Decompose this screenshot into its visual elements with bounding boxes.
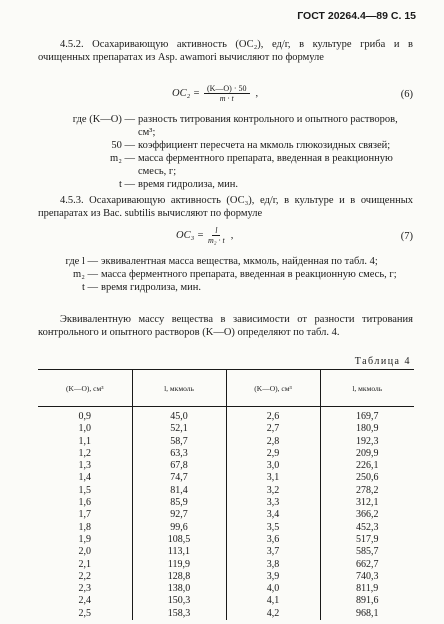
- formula-6-lhs: ОС₂ =: [172, 88, 200, 99]
- table-cell: 585,7: [320, 546, 414, 558]
- table-cell: 1,7: [78, 509, 91, 521]
- formula-7-fraction: [208, 226, 225, 245]
- table-cell: 1,0: [78, 423, 91, 435]
- table-cell: 3,6: [226, 534, 320, 546]
- header-k-o-1: (K—O), см³: [38, 370, 132, 407]
- table-cell: 1,9: [78, 533, 91, 545]
- table-cell: 3,1: [226, 472, 320, 484]
- table-cell: 58,7: [132, 436, 226, 448]
- definition-term: где (K—O) —: [72, 114, 135, 125]
- table-row: [38, 472, 414, 484]
- table-cell: 63,3: [132, 448, 226, 460]
- table-cell: 1,5: [78, 484, 91, 496]
- definition-term: t —: [81, 282, 98, 293]
- header-l-2: l, мкмоль: [320, 370, 414, 407]
- table-cell: 4,0: [226, 583, 320, 595]
- table-row: [38, 448, 414, 460]
- table-cell: 2,1: [78, 558, 91, 570]
- table-row: [38, 595, 414, 607]
- table-cell: 2,8: [226, 436, 320, 448]
- table-4: [38, 369, 414, 620]
- table-row: [38, 559, 414, 571]
- table-cell: 180,9: [320, 423, 414, 435]
- formula-6-tail: ,: [255, 88, 259, 99]
- table-cell: 3,2: [226, 485, 320, 497]
- formula-7-lhs: ОС₃ =: [176, 230, 204, 241]
- table-cell: 662,7: [320, 559, 414, 571]
- table-cell: 1,2: [78, 447, 91, 459]
- paragraph-equivalent-mass: [38, 313, 413, 339]
- table-cell: 113,1: [132, 546, 226, 558]
- section-4-5-3: [38, 194, 413, 220]
- table-cell: 1,1: [78, 435, 91, 447]
- formula-7-denominator: m₂ · t: [207, 236, 225, 245]
- table-cell: 2,3: [78, 583, 91, 595]
- table-row: [38, 460, 414, 472]
- definition-row: [38, 255, 416, 268]
- table-cell: 891,6: [320, 595, 414, 607]
- definition-desc: масса ферментного препарата, введенная в реакционную смесь, г;: [138, 153, 393, 177]
- table-row: [38, 534, 414, 546]
- definition-desc: коэффициент пересчета на мкмоль глюкозидных связей;: [138, 140, 391, 151]
- table-row: [38, 583, 414, 595]
- table-cell: 3,9: [226, 571, 320, 583]
- definition-term: где l —: [65, 256, 98, 267]
- table-cell: 119,9: [132, 559, 226, 571]
- table-cell: 99,6: [132, 522, 226, 534]
- definition-desc: разность титрования контрольного и опытного растворов, см³;: [138, 114, 398, 138]
- definition-term: 50 —: [111, 140, 135, 151]
- table-cell: 169,7: [320, 407, 414, 424]
- table-cell: 968,1: [320, 608, 414, 620]
- definition-term: m₂ —: [110, 153, 135, 164]
- table-cell: 517,9: [320, 534, 414, 546]
- table-cell: 3,5: [226, 522, 320, 534]
- table-row: [38, 509, 414, 521]
- table-cell: 740,3: [320, 571, 414, 583]
- table-cell: 2,7: [226, 423, 320, 435]
- table-cell: 2,4: [78, 595, 91, 607]
- table-row: [38, 497, 414, 509]
- table-cell: 67,8: [132, 460, 226, 472]
- paragraph-text: Эквивалентную массу вещества в зависимости от разности титрования контрольного и опытного растворов (K—O) определяют по табл. 4.: [38, 314, 413, 338]
- table-cell: 3,4: [226, 509, 320, 521]
- table-row: [38, 423, 414, 435]
- table-cell: 1,6: [78, 497, 91, 509]
- definitions-7: [38, 255, 416, 294]
- table-cell: 138,0: [132, 583, 226, 595]
- table-cell: 2,2: [78, 570, 91, 582]
- table-row: [38, 571, 414, 583]
- table-cell: 192,3: [320, 436, 414, 448]
- formula-6-fraction: [204, 84, 250, 103]
- table-cell: 3,7: [226, 546, 320, 558]
- definition-row: [38, 113, 416, 139]
- table-cell: 312,1: [320, 497, 414, 509]
- table-cell: 128,8: [132, 571, 226, 583]
- table-cell: 4,1: [226, 595, 320, 607]
- table-row: [38, 522, 414, 534]
- definition-row: [38, 139, 416, 152]
- table-cell: 1,4: [78, 472, 91, 484]
- table-cell: 85,9: [132, 497, 226, 509]
- section-4-5-2: [38, 38, 413, 64]
- table-cell: 150,3: [132, 595, 226, 607]
- table-cell: 1,8: [78, 521, 91, 533]
- table-body: [38, 407, 414, 621]
- table-cell: 0,9: [78, 411, 91, 422]
- table-cell: 74,7: [132, 472, 226, 484]
- definition-row: [38, 281, 416, 294]
- formula-6-denominator: m · t: [219, 94, 234, 103]
- table-cell: 3,8: [226, 559, 320, 571]
- section-4-5-3-text: 4.5.3. Осахаривающую активность (ОС₃), ед/г, в культуре и в очищенных препаратах из Bac. subtilis вычисляют по формуле: [38, 195, 413, 219]
- definition-desc: масса ферментного препарата, введенная в реакционную смесь, г;: [101, 269, 397, 280]
- table-row: [38, 608, 414, 620]
- table-cell: 2,9: [226, 448, 320, 460]
- formula-7: [176, 226, 233, 245]
- formula-6: [172, 84, 258, 103]
- definitions-6: [38, 113, 416, 191]
- table-cell: 2,6: [226, 407, 320, 424]
- table-cell: 278,2: [320, 485, 414, 497]
- page-header: ГОСТ 20264.4—89 С. 15: [297, 10, 416, 22]
- table-cell: 1,3: [78, 460, 91, 472]
- section-4-5-2-text: 4.5.2. Осахаривающую активность (ОС₂), ед/г, в культуре гриба и в очищенных препаратах из Asp. awamori вычисляют по формуле: [38, 39, 413, 63]
- table-row: [38, 546, 414, 558]
- definition-desc: время гидролиза, мин.: [101, 282, 202, 293]
- table-cell: 2,0: [78, 546, 91, 558]
- header-l-1: l, мкмоль: [132, 370, 226, 407]
- table-cell: 158,3: [132, 608, 226, 620]
- definition-desc: время гидролиза, мин.: [138, 179, 239, 190]
- equation-number-7: (7): [400, 231, 413, 242]
- table-cell: 3,3: [226, 497, 320, 509]
- table-row: [38, 485, 414, 497]
- formula-7-numerator: l: [212, 226, 220, 236]
- definition-row: [38, 152, 416, 178]
- table-cell: 452,3: [320, 522, 414, 534]
- formula-6-numerator: (K—O) · 50: [204, 84, 250, 94]
- definition-term: m₂ —: [73, 269, 98, 280]
- table-cell: 226,1: [320, 460, 414, 472]
- header-k-o-2: (K—O), см³: [226, 370, 320, 407]
- table-cell: 52,1: [132, 423, 226, 435]
- table-cell: 250,6: [320, 472, 414, 484]
- table-cell: 3,0: [226, 460, 320, 472]
- table-cell: 81,4: [132, 485, 226, 497]
- table-cell: 4,2: [226, 608, 320, 620]
- definition-row: [38, 268, 416, 281]
- formula-7-tail: ,: [230, 230, 234, 241]
- definition-row: [38, 178, 416, 191]
- table-cell: 108,5: [132, 534, 226, 546]
- table-row: [38, 436, 414, 448]
- definition-desc: эквивалентная масса вещества, мкмоль, найденная по табл. 4;: [101, 256, 378, 267]
- table-cell: 92,7: [132, 509, 226, 521]
- table-cell: 811,9: [320, 583, 414, 595]
- table-cell: 2,5: [78, 607, 91, 619]
- table-header-row: [38, 370, 414, 407]
- table-caption: Таблица 4: [354, 356, 411, 367]
- table-cell: 45,0: [132, 407, 226, 424]
- table-cell: 209,9: [320, 448, 414, 460]
- table-row: [38, 407, 414, 424]
- equation-number-6: (6): [400, 89, 413, 100]
- table-cell: 366,2: [320, 509, 414, 521]
- definition-term: t —: [118, 179, 135, 190]
